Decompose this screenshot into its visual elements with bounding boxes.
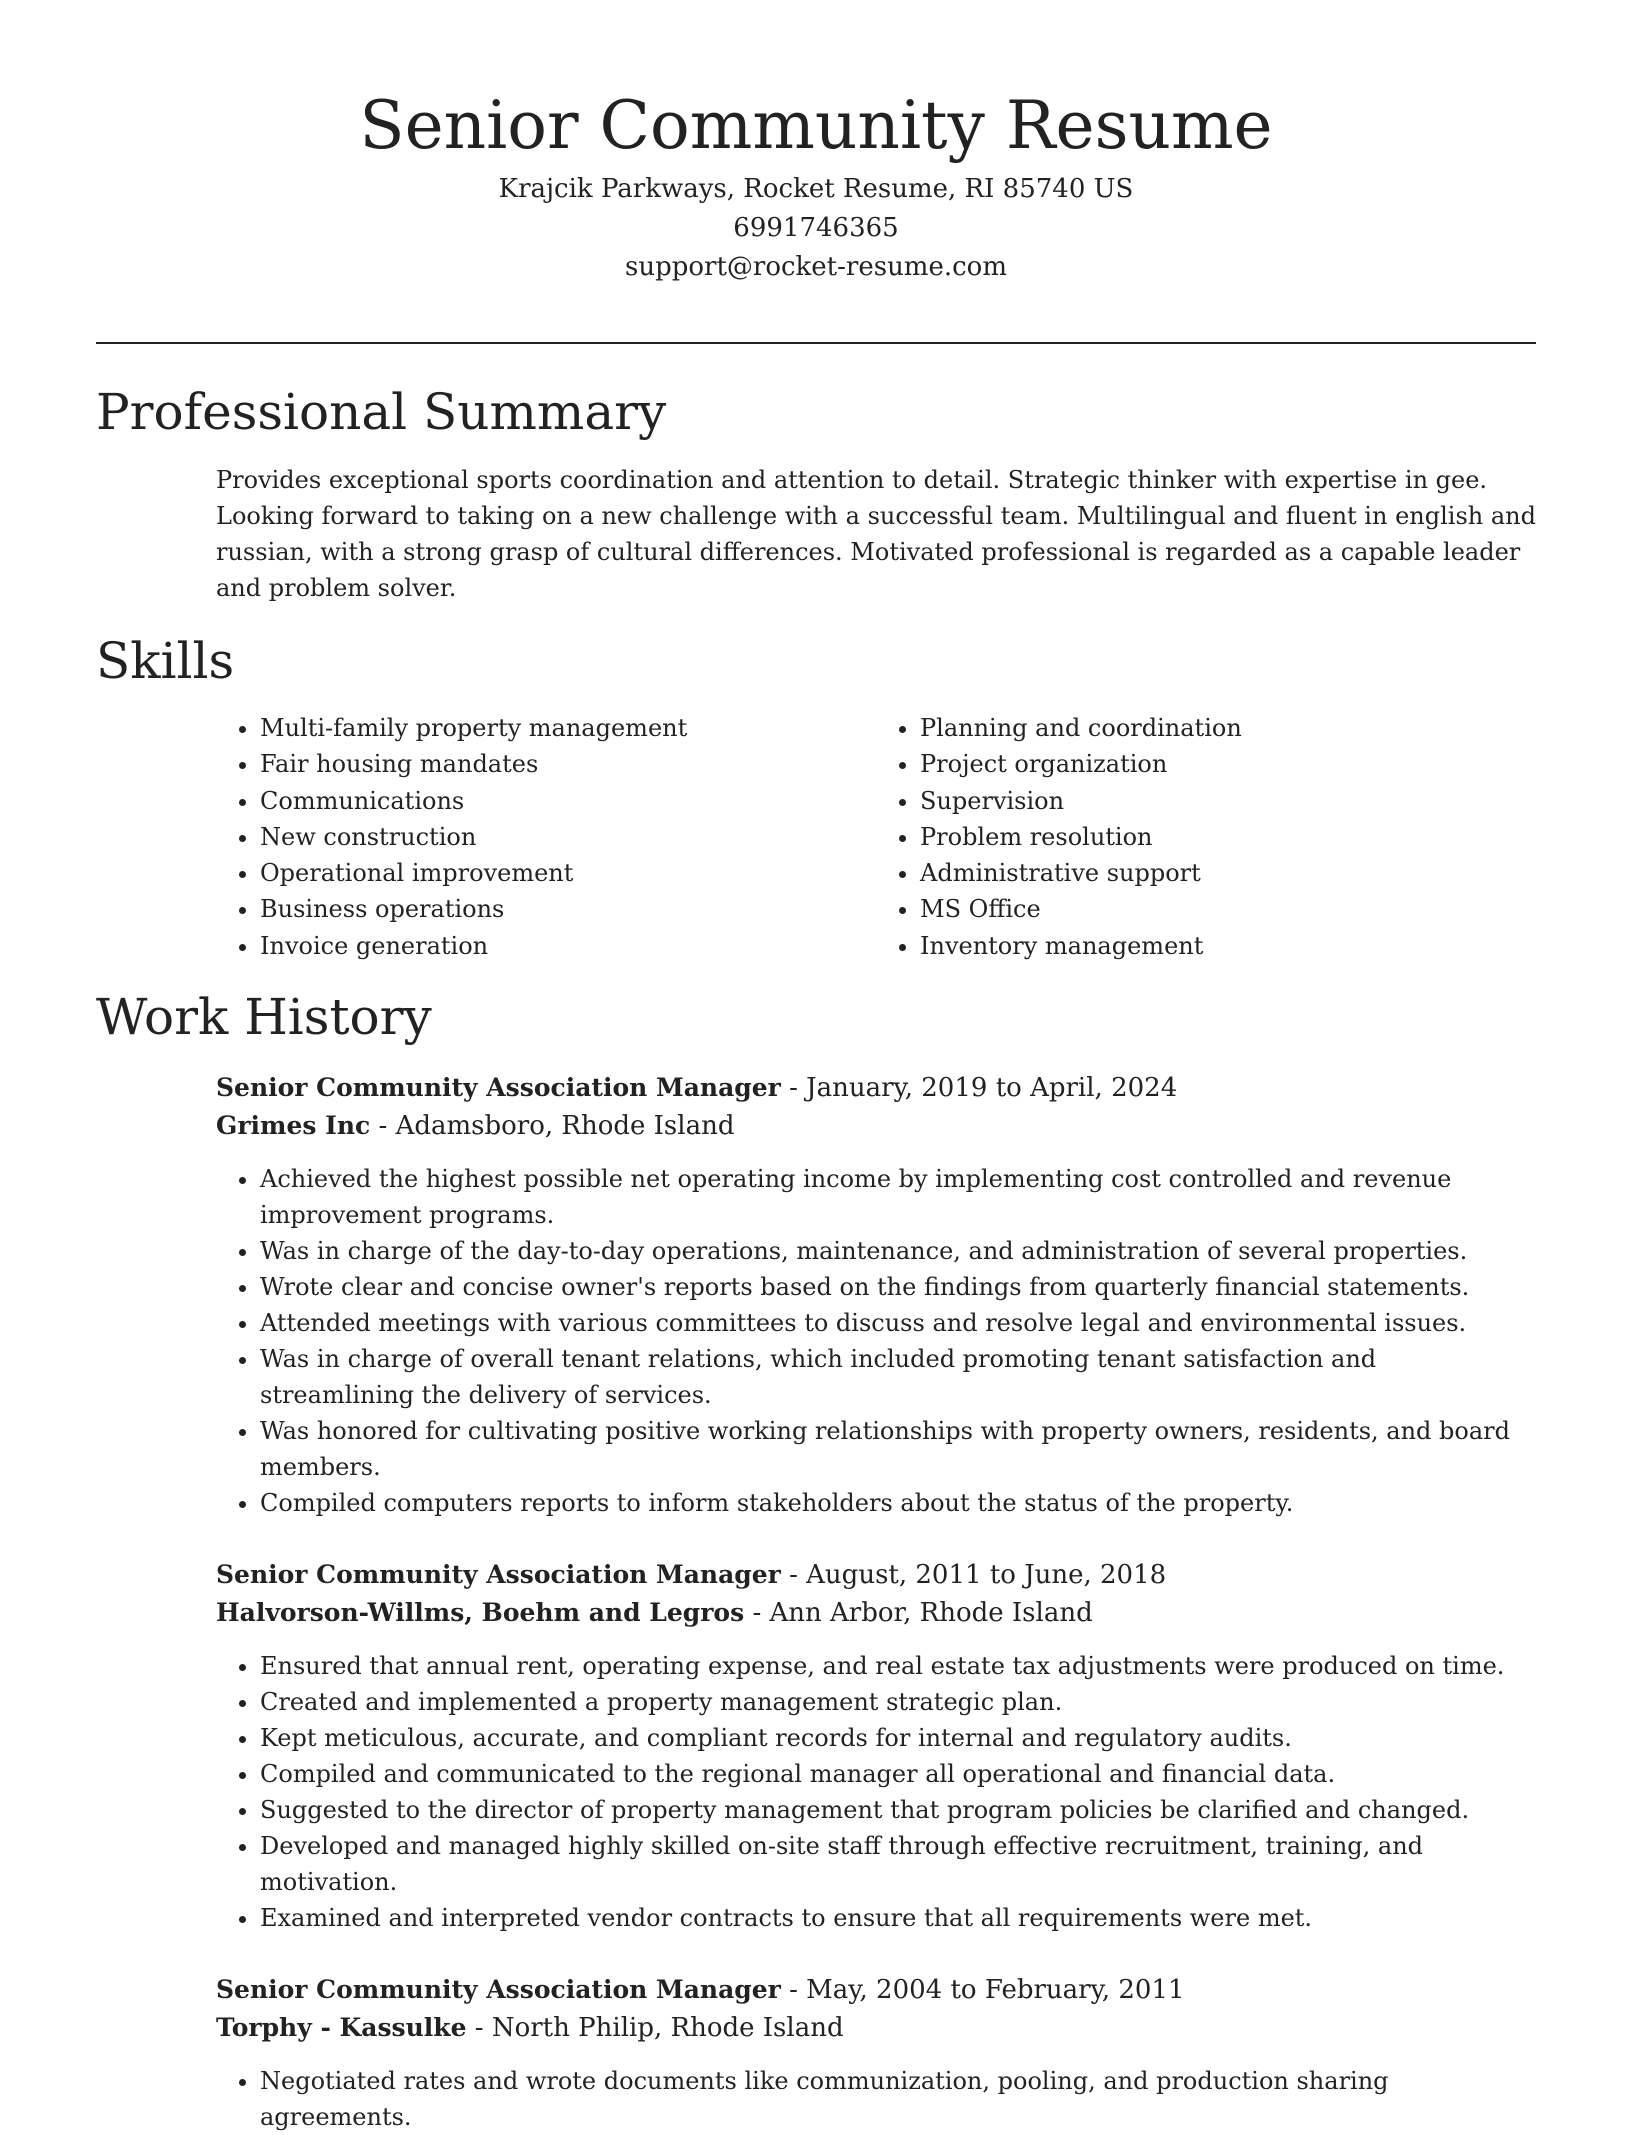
address: Krajcik Parkways, Rocket Resume, RI 85740 US [498, 174, 1134, 204]
skill-item: • Operational improvement [260, 855, 876, 891]
job-bullet: • Was in charge of the day-to-day operations, maintenance, and administration of several properties. [260, 1233, 1536, 1269]
job-company-line [216, 2009, 1536, 2047]
job-bullet: • Created and implemented a property management strategic plan. [260, 1684, 1536, 1720]
skill-item: • Fair housing mandates [260, 746, 876, 782]
company-name: Grimes Inc [216, 1111, 371, 1140]
job-dates: - May, 2004 to February, 2011 [780, 1975, 1185, 2005]
job-bullet: • Compiled computers reports to inform stakeholders about the status of the property. [260, 1485, 1536, 1521]
email-address: support@rocket-resume.com [624, 252, 1007, 282]
job-entry [216, 1069, 1536, 1521]
skills-list [216, 710, 1536, 964]
job-dates: - January, 2019 to April, 2024 [780, 1073, 1178, 1103]
skill-item: • Problem resolution [920, 819, 1536, 855]
work-history-heading: Work History [96, 988, 432, 1046]
skills-heading: Skills [96, 632, 235, 690]
job-entry [216, 1971, 1536, 2135]
job-bullet: • Attended meetings with various committees to discuss and resolve legal and environmental issues. [260, 1305, 1536, 1341]
job-bullet: • Wrote clear and concise owner's reports based on the findings from quarterly financial statements. [260, 1269, 1536, 1305]
candidate-name: Senior Community Resume [359, 87, 1273, 164]
job-bullet: • Kept meticulous, accurate, and compliant records for internal and regulatory audits. [260, 1720, 1536, 1756]
job-bullets [216, 1161, 1536, 1521]
job-bullet: • Developed and managed highly skilled on-site staff through effective recruitment, training, and motivation. [260, 1828, 1536, 1900]
job-company-line [216, 1107, 1536, 1145]
job-bullet: • Achieved the highest possible net operating income by implementing cost controlled and revenue improvement programs. [260, 1161, 1536, 1233]
skill-item: • Multi-family property management [260, 710, 876, 746]
job-title: Senior Community Association Manager [216, 1560, 781, 1589]
job-title: Senior Community Association Manager [216, 1073, 781, 1102]
job-bullet: • Was honored for cultivating positive working relationships with property owners, residents, and board members. [260, 1413, 1536, 1485]
skills-column-left [216, 710, 876, 964]
skill-item: • Project organization [920, 746, 1536, 782]
skill-item: • Communications [260, 783, 876, 819]
job-title-line [216, 1069, 1536, 1107]
job-title-line [216, 1971, 1536, 2009]
job-bullet: • Suggested to the director of property management that program policies be clarified and changed. [260, 1792, 1536, 1828]
skill-item: • Business operations [260, 891, 876, 927]
skills-column-right [876, 710, 1536, 964]
job-entry [216, 1556, 1536, 1936]
job-bullet: • Was in charge of overall tenant relations, which included promoting tenant satisfaction and streamlining the delivery of services. [260, 1341, 1536, 1413]
summary-heading: Professional Summary [96, 383, 667, 441]
phone-number: 6991746365 [733, 213, 899, 243]
job-bullet: • Ensured that annual rent, operating expense, and real estate tax adjustments were produced on time. [260, 1648, 1536, 1684]
company-name: Torphy - Kassulke [216, 2013, 467, 2042]
header-divider [96, 342, 1536, 344]
job-bullet: • Compiled and communicated to the regional manager all operational and financial data. [260, 1756, 1536, 1792]
skill-item: • Inventory management [920, 928, 1536, 964]
job-company-line [216, 1594, 1536, 1632]
job-dates: - August, 2011 to June, 2018 [780, 1560, 1167, 1590]
summary-text: Provides exceptional sports coordination and attention to detail. Strategic thinker with expertise in gee. Looking forward to taking on a new challenge with a successful team. Multilingual and fluent in english and russian, with a strong grasp of cultural differences. Motivated professional is regarded as a capable leader and problem solver. [216, 466, 1536, 602]
job-bullet: • Negotiated rates and wrote documents like communization, pooling, and production sharing agreements. [260, 2063, 1536, 2135]
job-location: - Ann Arbor, Rhode Island [744, 1598, 1093, 1628]
job-location: - Adamsboro, Rhode Island [370, 1111, 735, 1141]
company-name: Halvorson-Willms, Boehm and Legros [216, 1598, 745, 1627]
resume-header [96, 82, 1536, 287]
job-title: Senior Community Association Manager [216, 1975, 781, 2004]
job-bullets [216, 2063, 1536, 2135]
skill-item: • MS Office [920, 891, 1536, 927]
job-bullets [216, 1648, 1536, 1936]
skill-item: • Supervision [920, 783, 1536, 819]
skill-item: • Planning and coordination [920, 710, 1536, 746]
skill-item: • New construction [260, 819, 876, 855]
job-location: - North Philip, Rhode Island [466, 2013, 844, 2043]
job-title-line [216, 1556, 1536, 1594]
job-bullet: • Examined and interpreted vendor contracts to ensure that all requirements were met. [260, 1900, 1536, 1936]
skill-item: • Invoice generation [260, 928, 876, 964]
skill-item: • Administrative support [920, 855, 1536, 891]
